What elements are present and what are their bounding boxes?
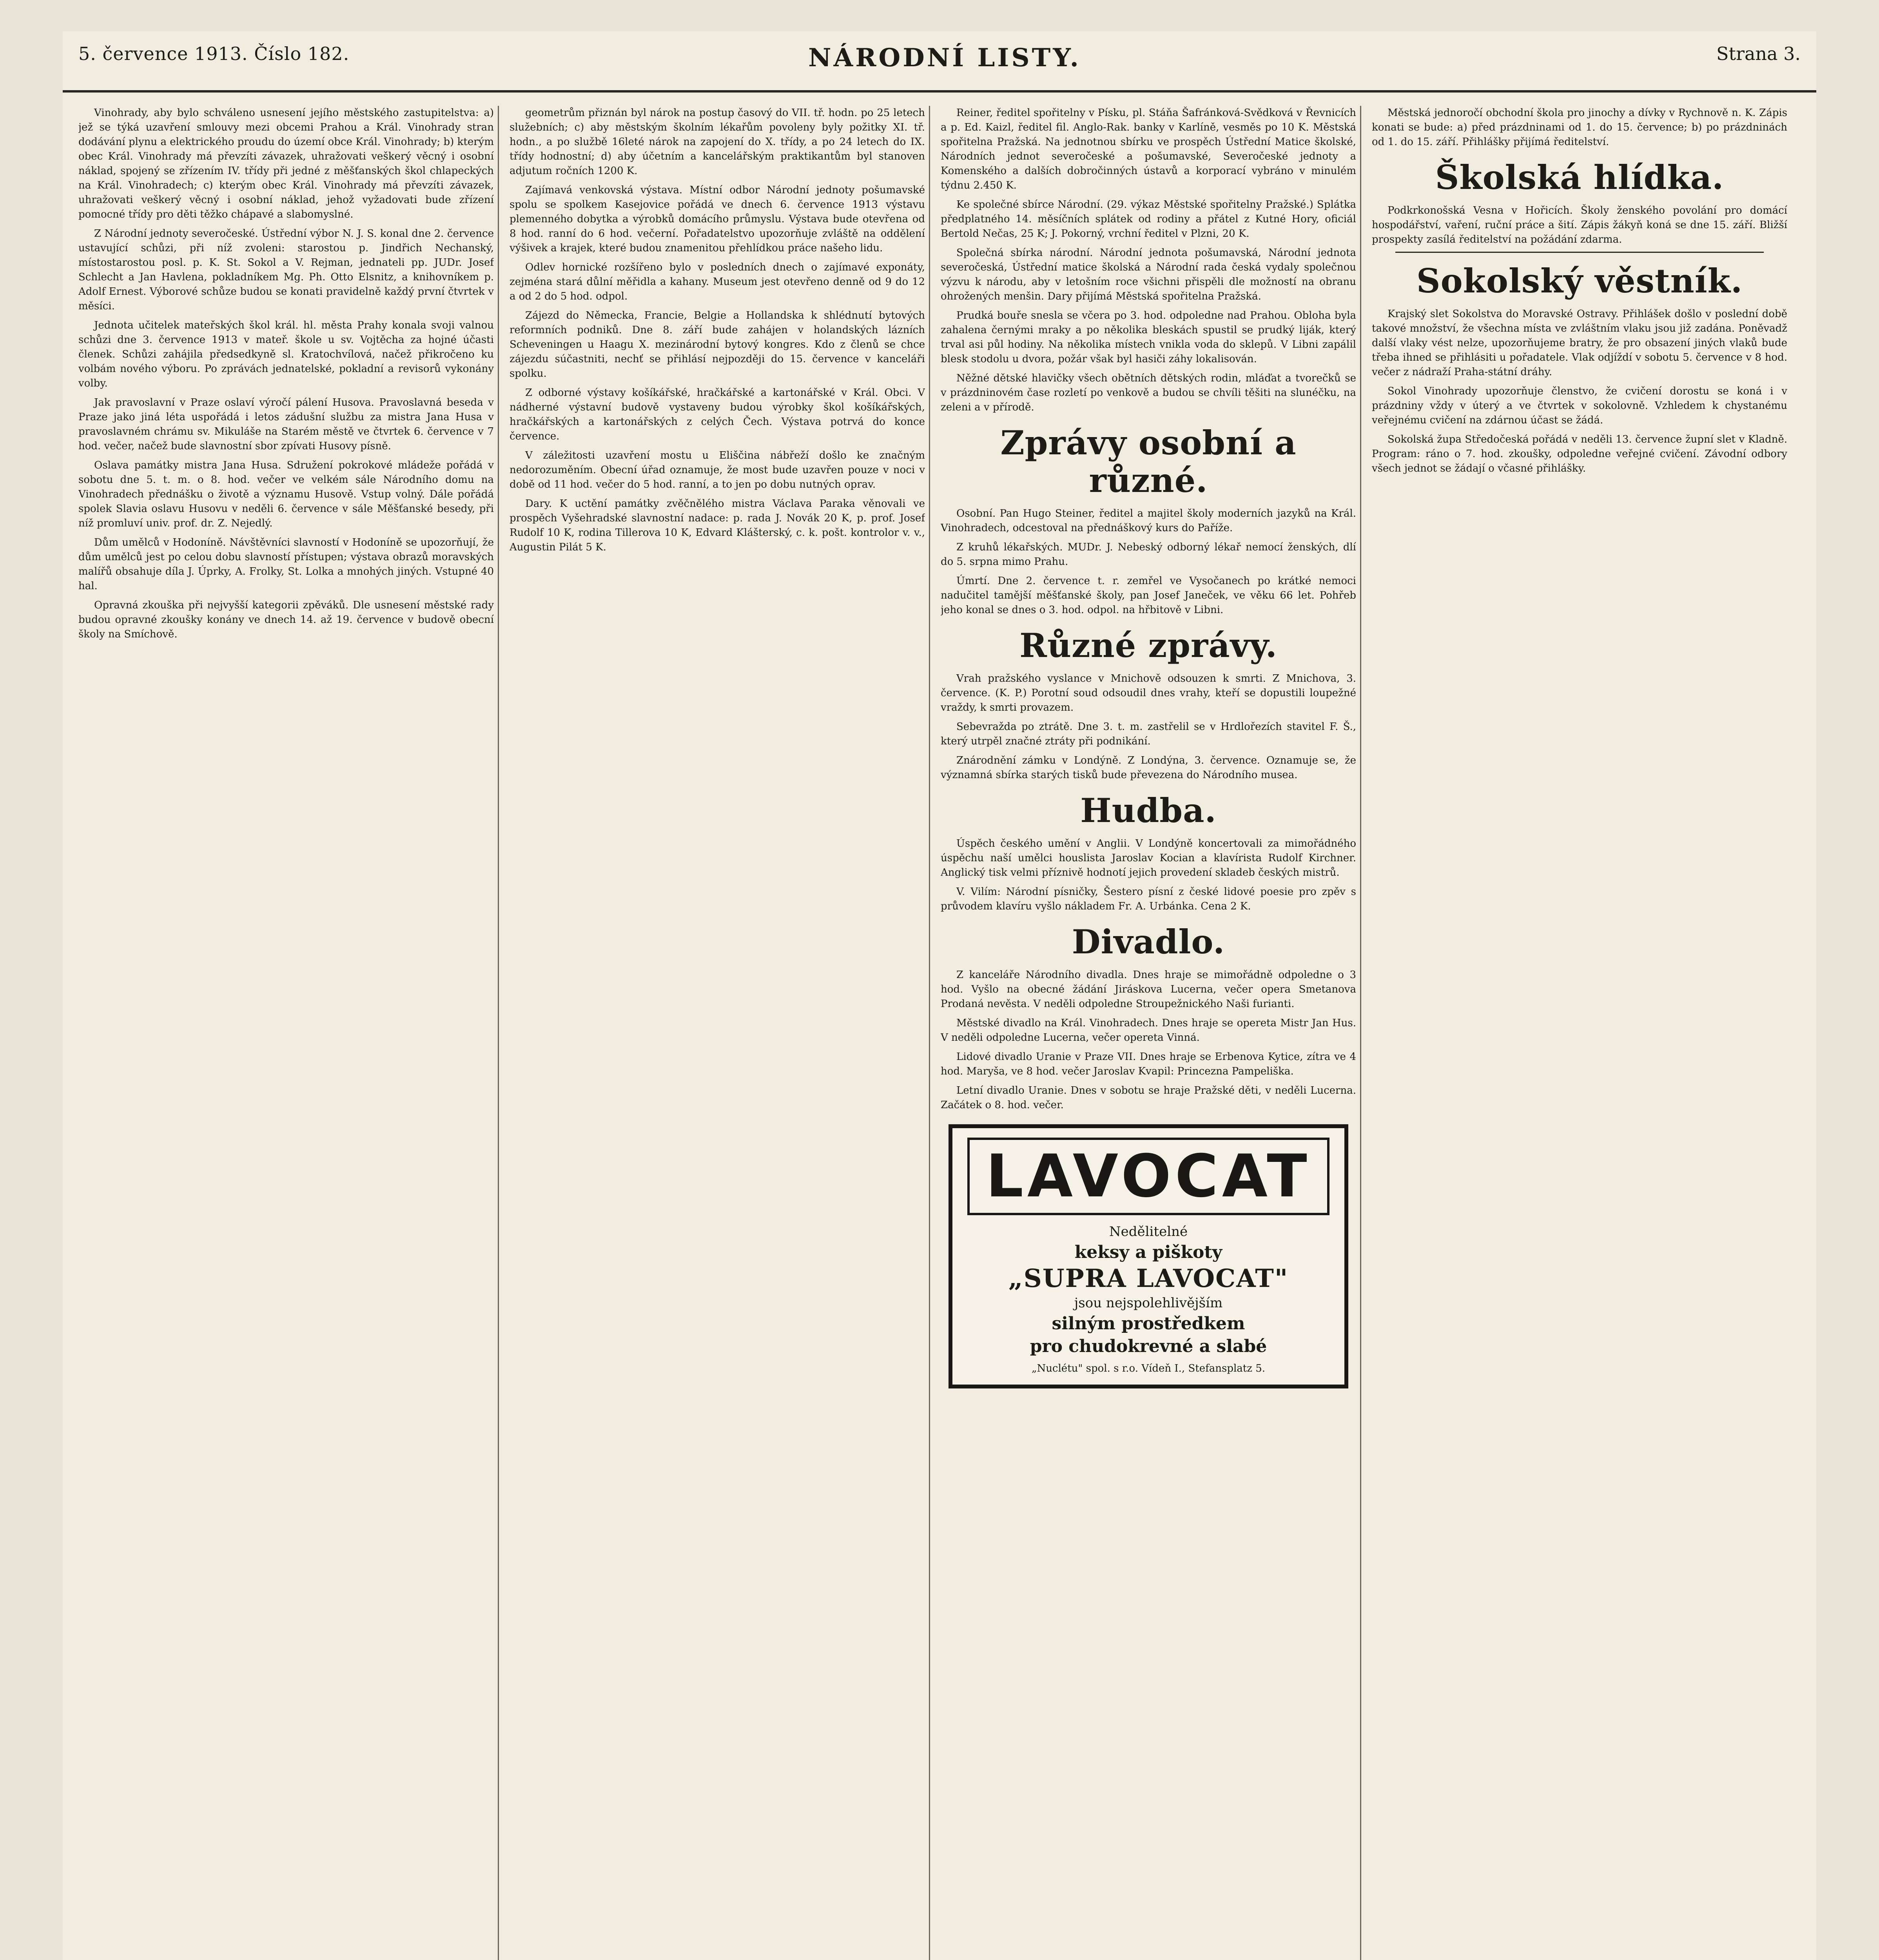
ad-line: jsou nejspolehlivějším: [1074, 1295, 1223, 1311]
article-paragraph: Úmrtí. Dne 2. července t. r. zemřel ve Vysočanech po krátké nemoci nadučitel tamější měšťanské školy, pan Josef Janeček, ve věku 66 let. Pohřeb jeho konal se dnes o 3. hod. odpol. na hřbitově v Libni.: [941, 575, 1356, 616]
article-paragraph: Jak pravoslavní v Praze oslaví výročí pálení Husova. Pravoslavná beseda v Praze jako jiná léta uspořádá i letos zádušní službu za mistra Jana Husa v pravoslavném chrámu sv. Mikuláše na Starém městě ve čtvrtek 6. července v 7 hod. večer, načež bude slavnostní sbor zpívati Husovy písně.: [78, 397, 494, 452]
article-paragraph: Jednota učitelek mateřských škol král. hl. města Prahy konala svoji valnou schůzi dne 3. července 1913 v mateř. škole u sv. Vojtěcha za hojné účasti členek. Schůzi zahájila předsedkyně sl. Kratochvílová, načež přikročeno ku volbám nového výboru. Po zprávách jednatelské, pokladní a revisorů vykonány volby.: [78, 319, 494, 389]
newspaper-page: [63, 31, 1816, 1960]
column-3: [941, 106, 1356, 1960]
article-paragraph: Městské divadlo na Král. Vinohradech. Dnes hraje se opereta Mistr Jan Hus. V neděli odpoledne Lucerna, večer opereta Vinná.: [941, 1017, 1356, 1044]
article-paragraph: Zajímavá venkovská výstava. Místní odbor Národní jednoty pošumavské spolu se spolkem Kasejovice pořádá ve dnech 6. července 1913 výstavu plemenného dobytka a výrobků domácího průmyslu. Výstava bude otevřena od 8 hod. ranní do 6 hod. večerní. Pořadatelstvo upozorňuje zvláště na oddělení výšivek a krajek, které budou znamenitou přehlídkou práce našeho lidu.: [510, 184, 925, 254]
article-paragraph: Společná sbírka národní. Národní jednota pošumavská, Národní jednota severočeská, Ústřední matice školská a Národní rada česká vydaly společnou výzvu k národu, aby v letošním roce všichni přispěli dle možností na obranu ohrožených menšin. Dary přijímá Městská spořitelna Pražská.: [941, 247, 1356, 302]
article-paragraph: Vrah pražského vyslance v Mnichově odsouzen k smrti. Z Mnichova, 3. července. (K. P.) Porotní soud odsoudil dnes vrahy, kteří se dopustili loupežné vraždy, k smrti provazem.: [941, 673, 1356, 713]
article-paragraph: Dary. K uctění památky zvěčnělého mistra Václava Paraka věnovali ve prospěch Vyšehradské slavnostní nadace: p. rada J. Novák 20 K, p. prof. Josef Rudolf 10 K, rodina Tillerova 10 K, Edvard Klášterský, c. k. pošt. kontrolor v. v., Augustin Pilát 5 K.: [510, 498, 925, 553]
column-1: [78, 106, 494, 1960]
section-heading-personal-news: Zprávy osobní a různé.: [1000, 423, 1297, 500]
article-paragraph: Prudká bouře snesla se včera po 3. hod. odpoledne nad Prahou. Obloha byla zahalena černými mraky a po několika bleskách spustil se prudký liják, který trval asi půl hodiny. Na několika místech vnikla voda do sklepů. V Libni zapálil blesk stodolu u dvora, požár však byl hasiči záhy lokalisován.: [941, 310, 1356, 365]
article-paragraph: Z odborné výstavy košíkářské, hračkářské a kartonářské v Král. Obci. V nádherné výstavní budově vystaveny budou výrobky škol košíkářských, hračkářských a kartonářských z celých Čech. Výstava potrvá do konce července.: [510, 387, 925, 442]
article-paragraph: Ke společné sbírce Národní. (29. výkaz Městské spořitelny Pražské.) Splátka předplatného 14. měsíčních splátek od rodiny a přátel z Kutné Hory, oficiál Bertold Nečas, 25 K; J. Pokorný, vrchní ředitel v Plzni, 20 K.: [941, 199, 1356, 240]
masthead-title: NÁRODNÍ LISTY.: [808, 43, 1081, 73]
article-paragraph: Zájezd do Německa, Francie, Belgie a Hollandska k shlédnutí bytových reformních podniků. Dne 8. září bude zahájen v holandských lázních Scheveningen u Haagu X. mezinárodní bytový kongres. Kdo z členů se chce zájezdu súčastniti, nechť se přihlásí nejpozději do 15. července v kanceláři spolku.: [510, 310, 925, 379]
column-divider: [929, 106, 930, 1960]
article-paragraph: Osobní. Pan Hugo Steiner, ředitel a majitel školy moderních jazyků na Král. Vinohradech, odcestoval na přednáškový kurs do Paříže.: [941, 508, 1356, 534]
ad-line: silným prostředkem: [1052, 1314, 1245, 1334]
article-paragraph: Z kanceláře Národního divadla. Dnes hraje se mimořádně odpoledne o 3 hod. Vyšlo na obecné žádání Jiráskova Lucerna, večer opera Smetanova Prodaná nevěsta. V neděli odpoledne Stroupežnického Naši furianti.: [941, 969, 1356, 1010]
page-number: Strana 3.: [1716, 43, 1801, 64]
article-paragraph: Vinohrady, aby bylo schváleno usnesení jejího městského zastupitelstva: a) jež se týká uzavření smlouvy mezi obcemi Prahou a Král. Vinohrady stran dodávání plynu a elektrického proudu do území obce Král. Vinohrady; b) kterým obec Král. Vinohrady má převzíti závazek, uhražovati veškerý věcný i osobní náklad, spojený se zřízením IV. třídy při jedné z měšťanských škol chlapeckých na Král. Vinohradech; c) kterým obec Král. Vinohrady má převzíti závazek, uhražovati veškerý věcný i osobní náklad, jehož vyžadovati bude zřízení pomocné třídy pro děti těžko chápavé a slabomyslné.: [78, 107, 494, 220]
article-paragraph: Něžné dětské hlavičky všech obětních dětských rodin, mláďat a tvorečků se v prázdninovém čase rozletí po venkově a budou se chvíli těšiti na slunéčku, na zeleni a v přírodě.: [941, 372, 1356, 413]
ad-line: pro chudokrevné a slabé: [1030, 1336, 1267, 1356]
article-paragraph: Sokolská župa Středočeská pořádá v neděli 13. července župní slet v Kladně. Program: ráno o 7. hod. zkoušky, odpoledne veřejné cvičení. Závodní odbory všech jednot se žádají o včasné přihlášky.: [1372, 434, 1787, 474]
column-divider: [1360, 106, 1361, 1960]
article-paragraph: V záležitosti uzavření mostu u Eliščina nábřeží došlo ke značným nedorozuměním. Obecní úřad oznamuje, že most bude uzavřen pouze v noci v době od 11 hod. večer do 5 hod. ranní, a to jen po dobu nutných oprav.: [510, 450, 925, 490]
column-4: [1372, 106, 1787, 1960]
article-paragraph: Krajský slet Sokolstva do Moravské Ostravy. Přihlášek došlo v poslední době takové množství, že všechna místa ve zvláštním vlaku jsou již zadána. Poněvadž další vlaky vést nelze, upozorňujeme bratry, že pro obsazení jiných vlaků bude třeba ihned se přihlásiti u pořadatele. Vlak odjíždí v sobotu 5. července v 8 hod. večer z nádraží Praha-státní dráhy.: [1372, 308, 1787, 378]
column-2: [510, 106, 925, 1960]
article-paragraph: Sebevražda po ztrátě. Dne 3. t. m. zastřelil se v Hrdlořezích stavitel F. Š., který utrpěl značné ztráty při podnikání.: [941, 721, 1356, 747]
article-paragraph: Z kruhů lékařských. MUDr. J. Nebeský odborný lékař nemocí ženských, dlí do 5. srpna mimo Prahu.: [941, 541, 1356, 568]
section-heading-music: Hudba.: [1080, 791, 1217, 830]
section-heading-theatre: Divadlo.: [1072, 922, 1225, 961]
column-divider: [498, 106, 499, 1960]
article-paragraph: Odlev hornické rozšířeno bylo v posledních dnech o zajímavé exponáty, zejména stará důlní měřidla a kahany. Museum jest otevřeno denně od 9 do 12 a od 2 do 5 hod. odpol.: [510, 261, 925, 302]
article-paragraph: Opravná zkouška při nejvyšší kategorii zpěváků. Dle usnesení městské rady budou opravné zkoušky konány ve dnech 14. až 19. července v budově obecní školy na Smíchově.: [78, 599, 494, 640]
article-paragraph: V. Vilím: Národní písničky, Šestero písní z české lidové poesie pro zpěv s průvodem klavíru vyšlo nákladem Fr. A. Urbánka. Cena 2 K.: [941, 886, 1356, 912]
section-heading-sokol-bulletin: Sokolský věstník.: [1416, 261, 1743, 300]
article-paragraph: geometrům přiznán byl nárok na postup časový do VII. tř. hodn. po 25 letech služebních; c) aby městským školním lékařům povoleny byly požitky XI. tř. hodn., a po službě 16leté nárok na zapojení do X. třídy, a po 24 letech do IX. třídy hodnostní; d) aby účetním a kancelářským praktikantům byl stanoven adjutum ročních 1200 K.: [510, 107, 925, 177]
article-paragraph: Městská jednoročí obchodní škola pro jinochy a dívky v Rychnově n. K. Zápis konati se bude: a) před prázdninami od 1. do 15. července; b) po prázdninách od 1. do 15. září. Přihlášky přijímá ředitelství.: [1372, 107, 1787, 148]
section-heading-various-news: Různé zprávy.: [1019, 626, 1277, 665]
article-paragraph: Znárodnění zámku v Londýně. Z Londýna, 3. července. Oznamuje se, že významná sbírka starých tisků bude převezena do Národního musea.: [941, 755, 1356, 781]
lavocat-advertisement: [949, 1124, 1348, 1388]
date-issue: 5. července 1913. Číslo 182.: [78, 43, 350, 64]
ad-line: keksy a piškoty: [1074, 1242, 1222, 1262]
ad-product-name: „SUPRA LAVOCAT": [1008, 1264, 1289, 1293]
article-paragraph: Oslava památky mistra Jana Husa. Sdružení pokrokové mládeže pořádá v sobotu dne 5. t. m. o 8. hod. večer ve velkém sále Národního domu na Vinohradech přednášku o životě a významu Husově. Vstup volný. Dále pořádá spolek Slavia oslavu Husovu v neděli 6. července v sále Měšťanské besedy, při níž promluví univ. prof. dr. Z. Nejedlý.: [78, 459, 494, 529]
article-paragraph: Z Národní jednoty severočeské. Ústřední výbor N. J. S. konal dne 2. července ustavující schůzi, při níž zvoleni: starostou p. Jindřich Nechanský, místostarostou posl. p. K. St. Sokol a V. Rejman, jednateli pp. JUDr. Josef Schlecht a Jan Havlena, pokladníkem Mg. Ph. Otto Elsnitz, a knihovníkem p. Adolf Ernest. Výborové schůze budou se konati pravidelně každý první čtvrtek v měsíci.: [78, 228, 494, 312]
ad-line: Nedělitelné: [1109, 1224, 1188, 1240]
section-divider: [1395, 252, 1764, 253]
article-paragraph: Lidové divadlo Uranie v Praze VII. Dnes hraje se Erbenova Kytice, zítra ve 4 hod. Maryša, ve 8 hod. večer Jaroslav Kvapil: Princezna Pampeliška.: [941, 1051, 1356, 1077]
article-paragraph: Reiner, ředitel spořitelny v Písku, pl. Stáňa Šafránková-Svědková v Řevnicích a p. Ed. Kaizl, ředitel fil. Anglo-Rak. banky v Karlíně, vesměs po 10 K. Městská spořitelna Pražská. Na jednotnou sbírku ve prospěch Ústřední Matice školské, Národních jednot severočeské a pošumavské, Severočeské jednoty a Komenského a dalších dobročinných ústavů a korporací vybráno v minulém týdnu 2.450 K.: [941, 107, 1356, 191]
article-paragraph: Podkrkonošská Vesna v Hořicích. Školy ženského povolání pro domácí hospodářství, vaření, ruční práce a šití. Zápis žákyň koná se dne 15. září. Bližší prospekty zasílá ředitelství na požádání zdarma.: [1372, 205, 1787, 245]
section-heading-school-watch: Školská hlídka.: [1435, 158, 1724, 197]
page-header: [63, 31, 1816, 93]
article-paragraph: Letní divadlo Uranie. Dnes v sobotu se hraje Pražské děti, v neděli Lucerna. Začátek o 8. hod. večer.: [941, 1085, 1356, 1111]
article-paragraph: Sokol Vinohrady upozorňuje členstvo, že cvičení dorostu se koná i v prázdniny vždy v úterý a ve čtvrtek v sokolovně. Vzhledem k chystanému veřejnému cvičení na zdárnou účast se žádá.: [1372, 385, 1787, 426]
lavocat-logo: LAVOCAT: [967, 1138, 1329, 1215]
article-paragraph: Úspěch českého umění v Anglii. V Londýně koncertovali za mimořádného úspěchu naší umělci houslista Jaroslav Kocian a klavírista Rudolf Kirchner. Anglický tisk velmi příznivě hodnotí jejich provedení skladeb českých mistrů.: [941, 838, 1356, 878]
article-paragraph: Dům umělců v Hodoníně. Návštěvníci slavností v Hodoníně se upozorňují, že dům umělců jest po celou dobu slavností přístupen; výstava obrazů moravských malířů obsahuje díla J. Úprky, A. Frolky, St. Lolka a mnohých jiných. Vstupné 40 hal.: [78, 537, 494, 592]
ad-address: „Nuclétu" spol. s r.o. Vídeň I., Stefansplatz 5.: [1031, 1363, 1266, 1374]
